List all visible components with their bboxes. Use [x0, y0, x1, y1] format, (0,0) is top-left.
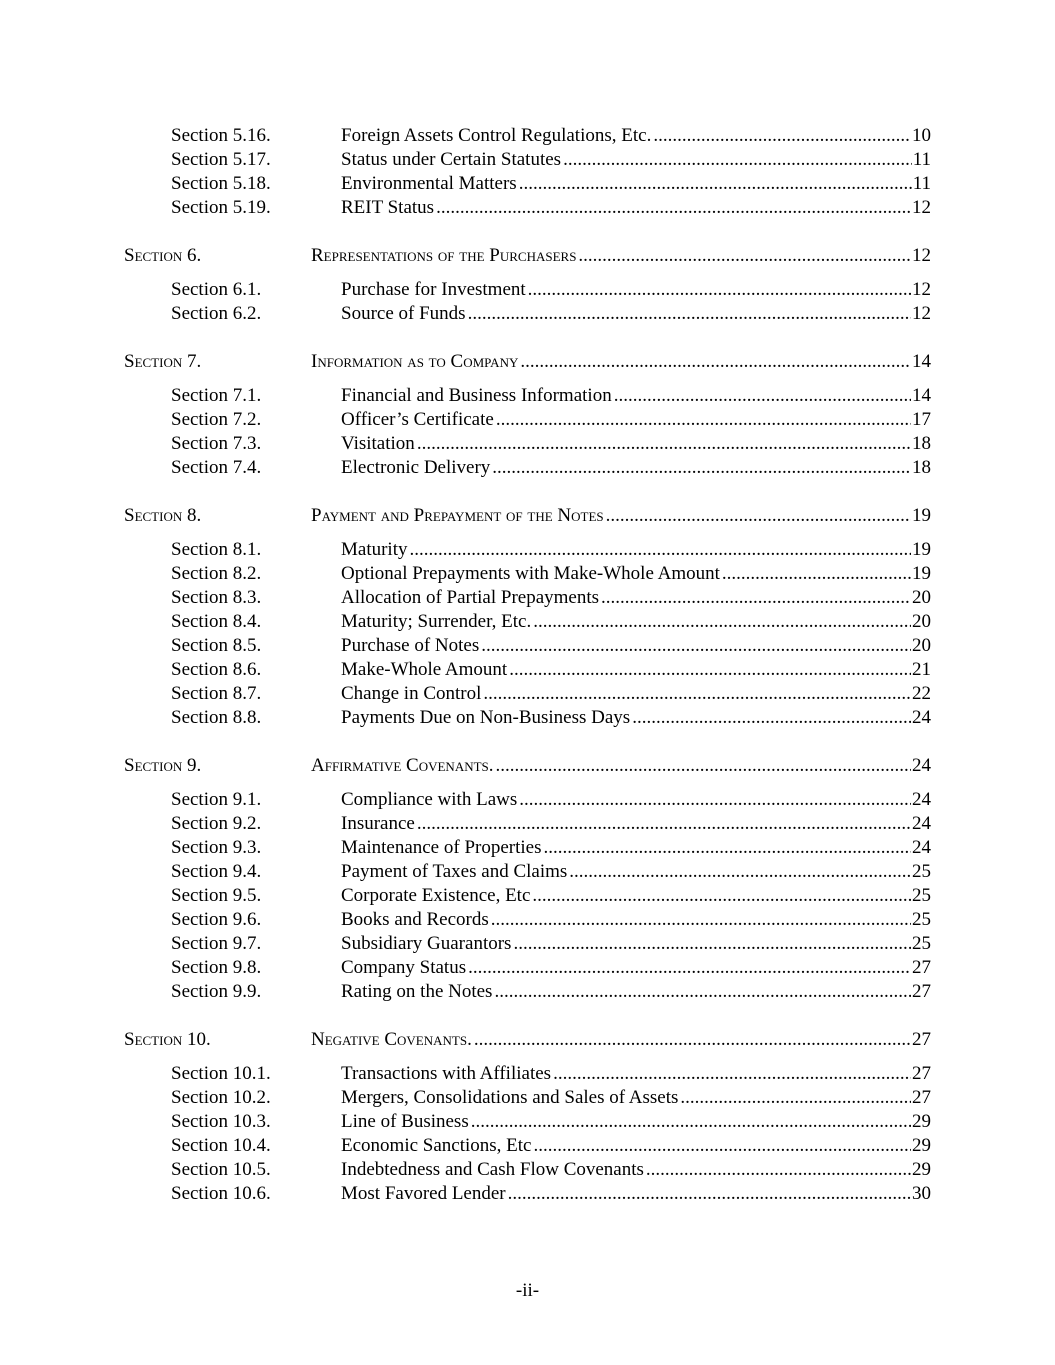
section-number: Section 8.1.	[171, 539, 262, 560]
section-title: Change in Control	[341, 683, 482, 704]
section-title: Payments Due on Non-Business Days	[341, 707, 631, 728]
toc-entry[interactable]	[0, 148, 1055, 172]
section-title: Purchase of Notes	[341, 635, 480, 656]
section-number: Section 5.18.	[171, 173, 271, 194]
toc-entry[interactable]	[0, 302, 1055, 326]
dot-leader	[341, 432, 931, 456]
section-number: Section 8.3.	[171, 587, 262, 608]
page-number: 11	[912, 149, 931, 170]
heading-number: Section 9.	[124, 755, 202, 776]
dot-leader	[341, 172, 931, 196]
dot-leader	[341, 706, 931, 730]
section-title: Visitation	[341, 433, 415, 454]
toc-entry[interactable]	[0, 278, 1055, 302]
section-number: Section 10.5.	[171, 1159, 271, 1180]
dot-leader	[341, 682, 931, 706]
toc-entry[interactable]	[0, 172, 1055, 196]
page-number: 12	[912, 197, 931, 218]
page-number: 25	[912, 861, 931, 882]
page-number: 25	[912, 885, 931, 906]
heading-title: Affirmative Covenants.	[311, 755, 494, 776]
section-title: REIT Status	[341, 197, 435, 218]
page-number: 20	[912, 611, 931, 632]
toc-entry[interactable]	[0, 124, 1055, 148]
toc-entry[interactable]	[0, 788, 1055, 812]
toc-entry[interactable]	[0, 682, 1055, 706]
toc-heading[interactable]	[0, 504, 1055, 528]
section-number: Section 8.5.	[171, 635, 262, 656]
dot-leader	[311, 1028, 931, 1052]
dot-leader	[311, 754, 931, 778]
section-number: Section 9.4.	[171, 861, 262, 882]
section-title: Transactions with Affiliates	[341, 1063, 552, 1084]
section-title: Mergers, Consolidations and Sales of Assets	[341, 1087, 679, 1108]
dot-leader	[341, 788, 931, 812]
dot-leader	[341, 1182, 931, 1206]
dot-leader	[341, 586, 931, 610]
section-title: Books and Records	[341, 909, 489, 930]
page-number: 27	[912, 1029, 931, 1050]
toc-entry[interactable]	[0, 538, 1055, 562]
toc-group	[0, 504, 1055, 730]
toc-group	[0, 124, 1055, 220]
section-title: Compliance with Laws	[341, 789, 518, 810]
section-title: Payment of Taxes and Claims	[341, 861, 568, 882]
section-number: Section 9.6.	[171, 909, 262, 930]
dot-leader	[341, 610, 931, 634]
section-title: Subsidiary Guarantors	[341, 933, 512, 954]
page-number: 27	[912, 957, 931, 978]
section-number: Section 6.1.	[171, 279, 262, 300]
heading-title: Information as to Company	[311, 351, 519, 372]
page-number: 29	[912, 1159, 931, 1180]
toc-group	[0, 244, 1055, 326]
dot-leader	[341, 658, 931, 682]
heading-number: Section 10.	[124, 1029, 211, 1050]
section-title: Status under Certain Statutes	[341, 149, 562, 170]
section-number: Section 10.2.	[171, 1087, 271, 1108]
page-number: 24	[912, 813, 931, 834]
page-number: 19	[912, 563, 931, 584]
section-title: Line of Business	[341, 1111, 469, 1132]
section-title: Maintenance of Properties	[341, 837, 542, 858]
dot-leader	[341, 1110, 931, 1134]
dot-leader	[311, 504, 931, 528]
section-number: Section 9.3.	[171, 837, 262, 858]
dot-leader	[341, 302, 931, 326]
page-number: 20	[912, 635, 931, 656]
section-title: Company Status	[341, 957, 467, 978]
toc-entry[interactable]	[0, 812, 1055, 836]
page-number: 12	[912, 245, 931, 266]
section-number: Section 8.2.	[171, 563, 262, 584]
page-number: 27	[912, 981, 931, 1002]
dot-leader	[341, 196, 931, 220]
page-number: 20	[912, 587, 931, 608]
page-number: 22	[912, 683, 931, 704]
section-number: Section 7.1.	[171, 385, 262, 406]
section-number: Section 8.7.	[171, 683, 262, 704]
dot-leader	[341, 980, 931, 1004]
toc-entry[interactable]	[0, 634, 1055, 658]
toc-entry[interactable]	[0, 1182, 1055, 1206]
page-number: 18	[912, 457, 931, 478]
section-number: Section 5.17.	[171, 149, 271, 170]
dot-leader	[341, 538, 931, 562]
page-number: 24	[912, 837, 931, 858]
toc-group	[0, 1028, 1055, 1206]
dot-leader	[341, 562, 931, 586]
section-title: Rating on the Notes	[341, 981, 493, 1002]
section-number: Section 10.1.	[171, 1063, 271, 1084]
section-title: Indebtedness and Cash Flow Covenants	[341, 1159, 644, 1180]
toc-entry[interactable]	[0, 932, 1055, 956]
dot-leader	[341, 884, 931, 908]
section-title: Source of Funds	[341, 303, 466, 324]
dot-leader	[341, 1158, 931, 1182]
section-title: Financial and Business Information	[341, 385, 612, 406]
page-number: 27	[912, 1087, 931, 1108]
page-number: 11	[912, 173, 931, 194]
page-number: 25	[912, 909, 931, 930]
heading-number: Section 8.	[124, 505, 202, 526]
page-number: 24	[912, 707, 931, 728]
page-number: 14	[912, 351, 931, 372]
section-number: Section 9.9.	[171, 981, 262, 1002]
section-title: Corporate Existence, Etc	[341, 885, 531, 906]
section-number: Section 8.6.	[171, 659, 262, 680]
dot-leader	[341, 1062, 931, 1086]
heading-number: Section 7.	[124, 351, 202, 372]
dot-leader	[341, 836, 931, 860]
toc-entry[interactable]	[0, 610, 1055, 634]
toc-entry[interactable]	[0, 706, 1055, 730]
dot-leader	[341, 456, 931, 480]
section-title: Electronic Delivery	[341, 457, 491, 478]
dot-leader	[341, 956, 931, 980]
toc-entry[interactable]	[0, 1158, 1055, 1182]
section-number: Section 9.2.	[171, 813, 262, 834]
page-number: 17	[912, 409, 931, 430]
toc-heading[interactable]	[0, 754, 1055, 778]
toc-entry[interactable]	[0, 1086, 1055, 1110]
section-title: Allocation of Partial Prepayments	[341, 587, 600, 608]
heading-title: Negative Covenants.	[311, 1029, 472, 1050]
page-number: 29	[912, 1111, 931, 1132]
section-number: Section 9.5.	[171, 885, 262, 906]
toc-group	[0, 754, 1055, 1004]
section-number: Section 8.4.	[171, 611, 262, 632]
toc-entry[interactable]	[0, 384, 1055, 408]
heading-number: Section 6.	[124, 245, 202, 266]
section-title: Environmental Matters	[341, 173, 517, 194]
toc-entry[interactable]	[0, 908, 1055, 932]
section-number: Section 10.4.	[171, 1135, 271, 1156]
toc-entry[interactable]	[0, 408, 1055, 432]
page-footer	[0, 1279, 1055, 1303]
table-of-contents	[0, 124, 1055, 1206]
toc-entry[interactable]	[0, 884, 1055, 908]
dot-leader	[341, 812, 931, 836]
page-number: 24	[912, 789, 931, 810]
toc-entry[interactable]	[0, 432, 1055, 456]
toc-entry[interactable]	[0, 196, 1055, 220]
dot-leader	[311, 244, 931, 268]
page-number: 29	[912, 1135, 931, 1156]
section-number: Section 9.8.	[171, 957, 262, 978]
section-number: Section 9.1.	[171, 789, 262, 810]
section-title: Purchase for Investment	[341, 279, 526, 300]
section-number: Section 7.4.	[171, 457, 262, 478]
section-number: Section 10.3.	[171, 1111, 271, 1132]
dot-leader	[341, 634, 931, 658]
section-number: Section 10.6.	[171, 1183, 271, 1204]
toc-entry[interactable]	[0, 1134, 1055, 1158]
page-number: 19	[912, 539, 931, 560]
section-title: Maturity; Surrender, Etc.	[341, 611, 532, 632]
toc-entry[interactable]	[0, 860, 1055, 884]
section-number: Section 7.2.	[171, 409, 262, 430]
page-number: 21	[912, 659, 931, 680]
section-number: Section 9.7.	[171, 933, 262, 954]
toc-entry[interactable]	[0, 586, 1055, 610]
toc-heading[interactable]	[0, 1028, 1055, 1052]
section-number: Section 8.8.	[171, 707, 262, 728]
page-number: 27	[912, 1063, 931, 1084]
page-number: 24	[912, 755, 931, 776]
page-number: 12	[912, 303, 931, 324]
page-number: 12	[912, 279, 931, 300]
dot-leader	[311, 350, 931, 374]
section-title: Most Favored Lender	[341, 1183, 506, 1204]
section-title: Economic Sanctions, Etc	[341, 1135, 532, 1156]
dot-leader	[341, 1134, 931, 1158]
section-number: Section 6.2.	[171, 303, 262, 324]
section-title: Officer’s Certificate	[341, 409, 494, 430]
section-title: Optional Prepayments with Make-Whole Amount	[341, 563, 720, 584]
dot-leader	[341, 1086, 931, 1110]
section-number: Section 5.16.	[171, 125, 271, 146]
section-number: Section 5.19.	[171, 197, 271, 218]
dot-leader	[341, 908, 931, 932]
section-title: Make-Whole Amount	[341, 659, 508, 680]
section-title: Insurance	[341, 813, 415, 834]
section-title: Maturity	[341, 539, 408, 560]
dot-leader	[341, 860, 931, 884]
section-title: Foreign Assets Control Regulations, Etc.	[341, 125, 652, 146]
toc-group	[0, 350, 1055, 480]
dot-leader	[341, 124, 931, 148]
toc-entry[interactable]	[0, 836, 1055, 860]
page-number: 25	[912, 933, 931, 954]
page-number: 19	[912, 505, 931, 526]
dot-leader	[341, 148, 931, 172]
dot-leader	[341, 932, 931, 956]
toc-entry[interactable]	[0, 1110, 1055, 1134]
toc-entry[interactable]	[0, 956, 1055, 980]
toc-heading[interactable]	[0, 350, 1055, 374]
dot-leader	[341, 384, 931, 408]
toc-entry[interactable]	[0, 456, 1055, 480]
toc-entry[interactable]	[0, 562, 1055, 586]
heading-title: Payment and Prepayment of the Notes	[311, 505, 604, 526]
dot-leader	[341, 408, 931, 432]
page-number: 10	[912, 125, 931, 146]
toc-entry[interactable]	[0, 980, 1055, 1004]
footer-page-label: -ii-	[515, 1280, 540, 1301]
page-number: 18	[912, 433, 931, 454]
dot-leader	[341, 278, 931, 302]
page-number: 14	[912, 385, 931, 406]
toc-entry[interactable]	[0, 658, 1055, 682]
toc-heading[interactable]	[0, 244, 1055, 268]
heading-title: Representations of the Purchasers	[311, 245, 577, 266]
page-number: 30	[912, 1183, 931, 1204]
toc-entry[interactable]	[0, 1062, 1055, 1086]
section-number: Section 7.3.	[171, 433, 262, 454]
